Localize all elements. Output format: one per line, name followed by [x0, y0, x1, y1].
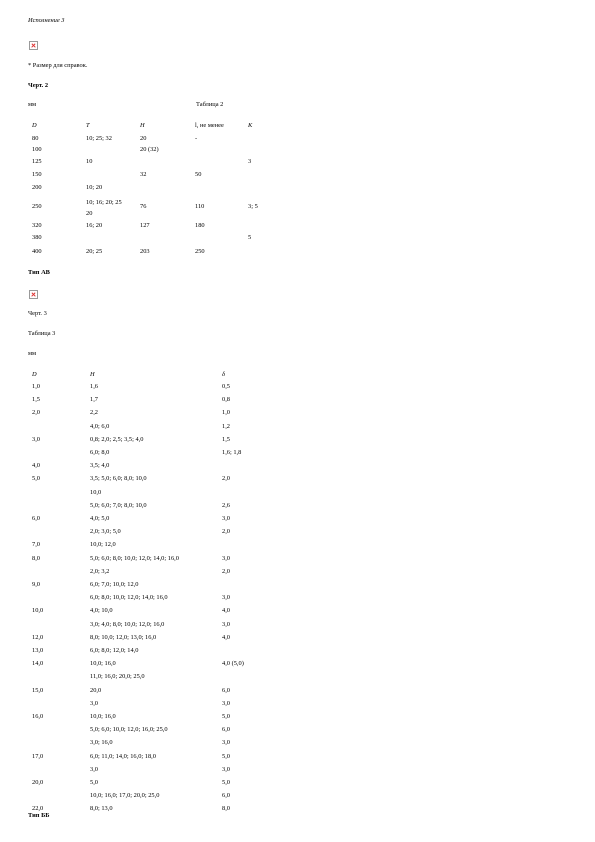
- table-2-cell: 100: [32, 146, 42, 153]
- section-title: Исполнение 3: [28, 17, 65, 24]
- table-3-cell: 1,2: [222, 422, 230, 430]
- table-2-cell: 10; 20: [86, 184, 103, 191]
- table-3-cell: 0,8: [222, 396, 230, 404]
- table-2-header-cell: K: [248, 122, 253, 129]
- table-3-cell: 1,7: [90, 396, 98, 404]
- table-3-cell: 4,0; 5,0: [90, 515, 110, 522]
- table-2-cell: 10; 25; 32: [86, 135, 112, 142]
- table-3-cell: 8,0; 13,0: [90, 805, 113, 813]
- table-2-header-cell: D: [32, 122, 37, 129]
- table-3-cell: 12,0: [32, 633, 44, 641]
- table-2-header-cell: T: [86, 122, 90, 129]
- table-3-cell: 4,0: [222, 633, 230, 641]
- table-3-cell: 4,0 (5,0): [222, 660, 244, 668]
- table-3-cell: 3,0: [222, 594, 230, 602]
- table-2-cell: 125: [32, 158, 42, 165]
- table-3-title: Таблица 3: [28, 330, 56, 337]
- table-3-cell: 3,0: [90, 765, 98, 773]
- table-3-cell: 2,0: [222, 567, 230, 575]
- table-2-cell: -: [195, 135, 198, 142]
- table-3-cell: 2,0; 3,2: [90, 567, 110, 575]
- table-3-cell: 1,5: [222, 435, 230, 443]
- table-2-cell: 200: [32, 184, 42, 191]
- table-3-cell: 6,0: [222, 792, 230, 800]
- table-3-cell: 6,0: [32, 515, 40, 522]
- table-3-cell: 3,0: [222, 515, 230, 522]
- table-3-cell: 10,0; 16,0; 17,0; 20,0; 25,0: [90, 792, 160, 800]
- table-3-cell: 4,0; 10,0: [90, 607, 113, 615]
- table-3-cell: 8,0; 10,0; 12,0; 13,0; 16,0: [90, 633, 157, 641]
- table-3-cell: 16,0: [32, 713, 44, 720]
- table-3-cell: 4,0: [32, 462, 40, 470]
- table-3-cell: 2,0: [222, 528, 230, 536]
- table-3-cell: 17,0: [32, 752, 44, 760]
- table-2-unit: мм: [28, 101, 37, 108]
- table-3-cell: 5,0; 6,0; 8,0; 10,0; 12,0; 14,0; 16,0: [90, 554, 179, 562]
- table-3-cell: 1,6: [90, 383, 98, 390]
- table-2-cell: 127: [140, 222, 150, 229]
- table-3-cell: 5,0: [222, 713, 230, 720]
- table-3-cell: 3,0: [222, 620, 230, 628]
- table-3-cell: 3,0: [32, 435, 40, 443]
- table-2-cell: 250: [195, 248, 205, 255]
- chart-2-label: Черт. 2: [28, 82, 49, 89]
- table-3-cell: 10,0; 12,0: [90, 541, 116, 549]
- table-3-cell: 5,0: [222, 752, 230, 760]
- type-ab-label: Тип АВ: [28, 269, 50, 276]
- table-3-cell: 0,5: [222, 383, 230, 390]
- table-3-cell: 10,0: [32, 607, 44, 615]
- table-2-cell: 32: [140, 171, 147, 178]
- table-2-cell: 76: [140, 203, 147, 210]
- table-3-cell: 5,0; 6,0; 10,0; 12,0; 16,0; 25,0: [90, 726, 168, 734]
- table-2-cell: 150: [32, 171, 42, 178]
- table-2-cell: 250: [32, 203, 42, 210]
- table-3-cell: 6,0; 8,0; 12,0; 14,0: [90, 647, 139, 654]
- table-3-cell: 5,0: [222, 779, 230, 786]
- table-3-cell: 2,0: [32, 409, 40, 417]
- table-2-cell: 380: [32, 234, 42, 241]
- table-3-cell: 3,0; 16,0: [90, 739, 113, 747]
- table-3-cell: 2,6: [222, 501, 230, 509]
- table-3-cell: 10,0; 16,0: [90, 660, 116, 668]
- table-3-cell: 22,0: [32, 805, 44, 813]
- table-3-cell: 6,0; 7,0; 10,0; 12,0: [90, 581, 139, 588]
- table-3-cell: 7,0: [32, 541, 40, 549]
- table-2-cell: 400: [32, 248, 42, 255]
- table-3-header-cell: D: [32, 371, 37, 378]
- table-3-cell: 6,0: [222, 686, 230, 694]
- table-3-cell: 11,0; 16,0; 20,0; 25,0: [90, 673, 145, 681]
- table-3-cell: 8,0: [222, 805, 230, 813]
- drawing-image-icon: [29, 41, 38, 50]
- table-2-cell: 110: [195, 203, 205, 210]
- table-3-cell: 5,0; 6,0; 7,0; 8,0; 10,0: [90, 501, 147, 509]
- table-3-cell: 1,0: [222, 409, 230, 417]
- table-3-cell: 6,0; 8,0; 10,0; 12,0; 14,0; 16,0: [90, 594, 168, 602]
- table-3-cell: 2,2: [90, 409, 98, 417]
- table-3-cell: 20,0: [32, 779, 44, 786]
- table-3-cell: 1,5: [32, 396, 40, 404]
- table-3-cell: 2,0: [222, 475, 230, 483]
- table-3-cell: 4,0; 6,0: [90, 422, 110, 430]
- table-3-cell: 15,0: [32, 686, 44, 694]
- table-3-cell: 6,0; 11,0; 14,0; 16,0; 18,0: [90, 752, 156, 760]
- table-3-cell: 3,0: [222, 765, 230, 773]
- table-3-cell: 1,0: [32, 383, 40, 390]
- table-2-header-cell: H: [140, 122, 145, 129]
- table-2-title: Таблица 2: [196, 101, 224, 108]
- table-3-cell: 10,0; 16,0: [90, 713, 116, 720]
- table-2-cell: 180: [195, 222, 205, 229]
- table-2-cell: 50: [195, 171, 202, 178]
- table-3-cell: 0,8; 2,0; 2,5; 3,5; 4,0: [90, 435, 144, 443]
- table-2-cell: 10: [86, 158, 93, 165]
- table-2-cell: 16; 20: [86, 222, 103, 229]
- table-2-cell: 203: [140, 248, 150, 255]
- table-2-cell: 5: [248, 234, 252, 241]
- table-3-cell: 3,0: [222, 554, 230, 562]
- footnote: * Размер для справок.: [28, 62, 88, 69]
- chart-3-label: Черт. 3: [28, 310, 47, 317]
- table-2-cell: 3: [248, 158, 252, 165]
- table-3-cell: 10,0: [90, 488, 102, 496]
- table-3-cell: 3,0: [222, 699, 230, 707]
- table-3-unit: мм: [28, 350, 37, 357]
- table-2-cell: 20: [140, 135, 147, 142]
- table-3-cell: 14,0: [32, 660, 44, 668]
- table-2-cell: 20 (32): [140, 146, 159, 153]
- table-3-cell: 2,0; 3,0; 5,0: [90, 528, 121, 536]
- table-3-cell: 3,5; 5,0; 6,0; 8,0; 10,0: [90, 475, 147, 483]
- table-3-cell: 1,6; 1,8: [222, 449, 242, 456]
- drawing-image-icon: [29, 290, 38, 299]
- table-3-cell: 3,5; 4,0: [90, 462, 110, 470]
- table-3-cell: 20,0: [90, 686, 102, 694]
- type-bb-label: Тип ББ: [28, 812, 50, 819]
- table-2-cell: 20: [86, 210, 93, 217]
- table-3-cell: 13,0: [32, 647, 44, 654]
- table-3-cell: 9,0: [32, 581, 40, 588]
- table-3-header-cell: H: [90, 371, 95, 378]
- table-3-cell: 6,0; 8,0: [90, 449, 110, 456]
- table-3-cell: 3,0: [90, 699, 98, 707]
- table-2-cell: 10; 16; 20; 25: [86, 199, 122, 206]
- table-2-cell: 20; 25: [86, 248, 103, 255]
- table-2-cell: 80: [32, 135, 39, 142]
- table-3-cell: 3,0: [222, 739, 230, 747]
- table-3-cell: 8,0: [32, 554, 40, 562]
- table-3-cell: 6,0: [222, 726, 230, 734]
- table-2-cell: 320: [32, 222, 42, 229]
- table-3-cell: 4,0: [222, 607, 230, 615]
- table-3-cell: 3,0; 4,0; 8,0; 10,0; 12,0; 16,0: [90, 620, 165, 628]
- table-3-cell: 5,0: [32, 475, 40, 483]
- table-3-cell: 5,0: [90, 779, 98, 786]
- table-3-header-cell: δ: [222, 371, 225, 378]
- table-2-header-cell: l, не менее: [195, 122, 224, 129]
- table-2-cell: 3; 5: [248, 203, 258, 210]
